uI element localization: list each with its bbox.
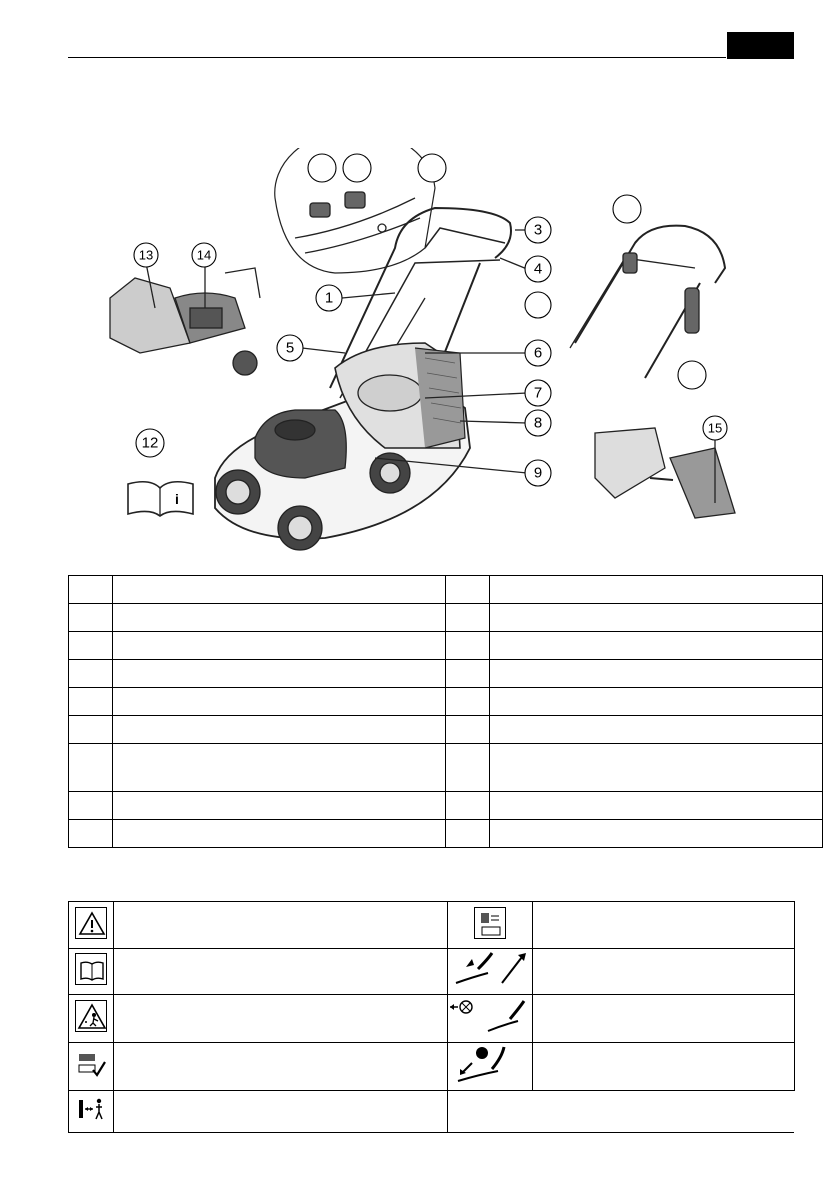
callout-14: 14 (196, 247, 212, 263)
checklist-icon (75, 1048, 107, 1080)
warning-triangle-icon (75, 907, 107, 939)
parts-row (69, 576, 823, 604)
mower-drawing (95, 148, 755, 563)
symbols-row (69, 902, 795, 949)
safe-distance-icon (75, 1093, 107, 1125)
leader-1 (342, 293, 395, 298)
callout-13: 13 (138, 247, 154, 263)
callout-1: 1 (324, 289, 334, 307)
thrown-objects-warning-icon (75, 1000, 107, 1032)
svg-text:i: i (175, 491, 179, 507)
parts-row (69, 660, 823, 688)
callout-12: 12 (141, 434, 159, 452)
callout-7: 7 (533, 384, 543, 402)
handle-inset (575, 226, 725, 343)
callout-6: 6 (533, 344, 543, 362)
callout-8: 8 (533, 414, 543, 432)
symbols-row (69, 949, 795, 995)
mulch-inset (110, 278, 190, 353)
callout-3: 3 (533, 221, 543, 239)
lever-detail-b (345, 192, 365, 208)
handle-lever-engage-icon (448, 949, 532, 989)
callout-4: 4 (533, 260, 543, 278)
disconnect-plug-icon (474, 907, 506, 939)
footer-rule (68, 1132, 794, 1133)
parts-table (68, 575, 823, 848)
callout-9: 9 (533, 464, 543, 482)
side-discharge-inset (595, 428, 665, 498)
symbols-table (68, 901, 795, 1133)
symbols-row (69, 995, 795, 1043)
manual-book-icon (75, 953, 107, 985)
parts-row (69, 688, 823, 716)
parts-row (69, 744, 823, 792)
parts-row (69, 604, 823, 632)
callout-15: 15 (707, 420, 723, 436)
lever-detail-a (310, 203, 330, 217)
blade-lever-release-icon (448, 995, 532, 1037)
header-tab (727, 32, 794, 59)
symbols-row (69, 1091, 795, 1133)
parts-row (69, 716, 823, 744)
header-rule (68, 57, 726, 58)
side-discharge-chute (670, 448, 735, 518)
brake-lever-icon (448, 1043, 532, 1085)
parts-row (69, 632, 823, 660)
callout-5: 5 (285, 339, 295, 357)
parts-row (69, 820, 823, 848)
mower-illustration (95, 148, 755, 563)
symbols-row (69, 1043, 795, 1091)
parts-row (69, 792, 823, 820)
